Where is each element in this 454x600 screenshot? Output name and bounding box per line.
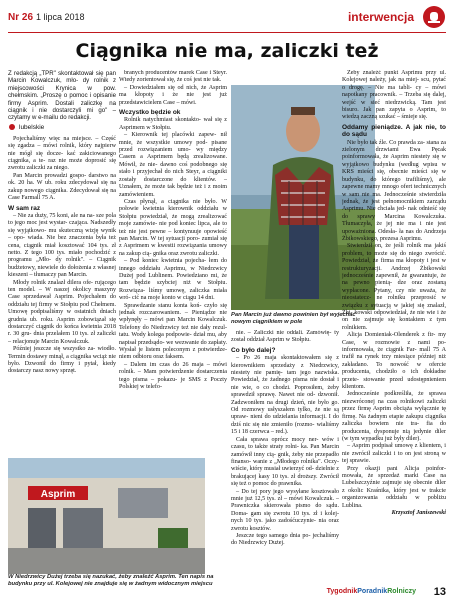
- intervention-logo-icon: [422, 5, 446, 29]
- paragraph: Przy okazji pani Alicja poinfor- mowała, że sprzedaż marki Case na Lubelszczyźnie zajmuje się obecnie diler z okolic Kraśnika, który jest w trakcie organizowania oddziału w pobliżu Lublina.: [342, 465, 446, 509]
- paragraph: Żeby znaleźć punkt Asprimu przy ul. Kolejowej należy, jak na miej- scu, pytać o drogę. – Nie ma tabli- cy – mówi napotkany pracownik. – Trzeba się dalej, wejść w sieć niedrzwicką. Tam jest bisuro. Jak pan zapyta o Asprim, to wiedzą zaczną szukać – śmieje się.: [342, 70, 446, 121]
- paragraph: – Dalem im czas do 26 maja – mówi rolnik. – Mam potwierdzenie dostarczenia tego pisma – pokazu- je SMS z Poczty Polskiej w telefo-: [119, 361, 227, 391]
- column-2: [119, 70, 227, 454]
- paragraph: Nie było tak źle. Co prawda za- stana za zielonym drzwiami Ewa Pęcak poinformowała, że Asprim niestety się w wyjątkowo budynku (według wpisu w KRS mieści się, obecnie mieści się w budynku, do którego trafiliśmy), ale zapewne mamy mnogo ofert technicznych w sam nie ma. Jednocześnie stwierdziła jednak, że jest pełnomocnikiem zarządu Asprimu. Nie chciała jed- nak odnieść się do sprawy Marcina Kowalczuka. Tłumaczyła, że jej nie ma i nie jest upoważniona. Odesła- ła nas do Andrzeja Żbikowskiego, prezesa Asprimu.: [342, 139, 446, 242]
- region-label: lubelskie: [19, 124, 45, 132]
- paragraph: Alicja Domieniak-Olenderek z fir- my Case, w rozmowie z nami po- informowała, że ciągnik Far- mall 75 A trafił na rynek trzy miesiące później niż zakładano. To nowość w ofercie producenta, chodziło o ich dokładne przete- stowanie przed udostępnieniem klientom.: [342, 332, 446, 391]
- paragraph: Jednocześnie podkreśliła, że sprawa niezwróconej na czas rolnikowi zaliczki przez firmę Asprim obciąża wyłącznie tę firmę. Na żadnym etapie zakupu ciągnika zaliczka bowiem nie tra- fia do producenta, dysponuje nią jedynie diler (w tym wypadku już były diler).: [342, 391, 446, 442]
- paragraph: Czas płynął, a ciągnika nie było. W połowie kwietnia kierownik oddziału w Stołpiu powiedział, że mogą zrealizować moje zamówie- nie pod koniec lipca, ale to też nie jest pewne – kontynuuje opowieść pan Marcin. W tej sytuacji poro- zumiał się z Asprimem w kwestii rozwiązania umowy na zakup cią- gnika oraz zwrotu zaliczki.: [119, 198, 227, 257]
- region-tag: [8, 124, 116, 132]
- paragraph: – Asprim podpisał umowę z klientem, i nie zwrócił zaliczki i to on jest stroną w tej sprawie.: [342, 443, 446, 465]
- page-number: 13: [433, 586, 446, 598]
- farmer-photo-caption: Pan Marcin już dawno powinien był wyjechać nowym ciągnikiem w pole: [231, 312, 356, 325]
- subheading: W sam raz: [8, 204, 41, 212]
- building-photo-image: [8, 458, 205, 574]
- author-signature: Krzysztof Janiszewski: [391, 509, 446, 516]
- column-1: [8, 70, 116, 454]
- paragraph: Pan Marcin prowadzi gospo- darstwo na ok. 20 ha. W ub. roku zdecydował się na zakup nowego ciągnika. Zdecydował się na Case Farmall 75 A.: [8, 172, 116, 202]
- paragraph: – Kierownik tej placówki zapew- nił mnie, że wszystkie umowy pod- pisane przed rozwiązaniem umo- wy między Casem a Asprimem będą zrealizowane. Mówił, że nie- dawno coś podobnego się stało i przyjechał do nich Steyr, a ciągniki zostały dostarczone do klientów. – Uznałem, że może tak będzie też i z moim zamówieniem.: [119, 132, 227, 198]
- paragraph: Później jeszcze się wszystko za- wiodło. Termin dostawy minął, a ciągnika wciąż nie było. Dzwonił do firmy i pytał, kiedy dostarczy nasz nowy sprzęt.: [8, 346, 116, 375]
- paragraph: Sprawdzanie stanu konta koń- czyło się jednak rozczarowaniem. – Pieniądze nie wpłynęły – mówi pan Marcin Kowalczuk. Telefony do Niedrzwicy też nie dały rezul- tatu. Wody kolega podpowie- dział mu, aby napisał przedsądo- we wezwanie do zapłaty. Wysłał je listem poleconym z potwierdze- niem odbioru oraz faksem.: [119, 302, 227, 361]
- paragraph: Pojechaliśmy więc na miejsce. – Część się zgadza – mówi rolnik, który najpierw nie mógł się docze- kać zakiciowanego ciągnika, a te- raz nie może doprosić się zwrotu zaliczki za niego.: [8, 135, 116, 172]
- issue-date: 1 lipca 2018: [36, 12, 85, 22]
- paragraph: – Do tej pory jego wysyłane kosztowało mnie już 12,5 tys. zł – mówi Kowalczuk. – Prawniczka skierowała pismo do sądu. Doma- gam się zwrotu 10 tys. zł i kolej- nych 10 tys. jako zadośćuczynie- nia oraz zwrotu kosztów.: [231, 488, 339, 532]
- sign-text: Asprim: [40, 489, 76, 500]
- article-title: Ciągnika nie ma, zaliczki też: [75, 40, 379, 62]
- paragraph: – Dowiedziałem się od nich, że Asprim ma kłopoty i że nie jest już przedstawicielem Case – mówi.: [119, 84, 227, 106]
- page-footer: [8, 586, 446, 600]
- paragraph: – Po 26 maja skontaktowałem się z kierownikiem sprzedaży z Niedrzwicy, niestety nie pamię- tam jego nazwiska. Powiedział, że żadnego pisma nie dostał i nie wie, o co chodzi. Poprosiłem, żeby sprawdził sprawę. Nawet nie od- dzwonił. Zadzwoniłem na drugi dzień, nie było go. Od rozmowy usłyszałem tylko, że nie są upraw- nieni do udzielania informacji. I do dziś nic się nie zmieniło (rozmo- wialiśmy 15 i 18 czerwca – red.).: [231, 355, 339, 436]
- paragraph: – Pod koniec kwietnia pojecha- łem do innego oddziału Asprimu, w Niedrzwicy Dużej pod Lublinem. Powiedziano mi, że tam będzie szybciej niż w Stołpiu. Rozwiąza- liśmy umowę, zaliczka miała wró- cić na moje konto w ciągu 14 dni.: [119, 258, 227, 302]
- building-photo: [8, 458, 205, 574]
- column-4: [342, 70, 446, 582]
- paragraph: Młody rolnik znalazł dilera ofe- rującego ten model. – W naszej okolicy maszyny Case sprzedawał Asprim. Pojechałem do oddziału tej firmy w Stołpiu pod Chełmem. Umowę podpisaliśmy w ostatnich dniach grudnia ub. roku. Asprim zobowiązał się dostarczyć ciągnik do końca kwietnia 2018 r. 30 gru- dnia przelałem 10 tys. zł zaliczki – relacjonuje Marcin Kowalczuk.: [8, 279, 116, 345]
- section-label: interwencja: [347, 10, 414, 24]
- issue-number: Nr 26: [8, 12, 34, 23]
- paragraph: Jeszcze tego samego dnia po- jechaliśmy do Niedrzwicy Dużej.: [231, 532, 339, 547]
- subheading: Oddamy pieniądze. A jak nie, to do sądu: [342, 123, 446, 139]
- building-photo-caption: W Niedrzwicy Dużej trzeba się nazukać, żeby znaleźć Asprim. Ten napis na budynku przy ul. Kolejowej nie znajduje się w żadnym widocznym miejscu: [8, 574, 214, 587]
- paragraph: Cała sprawa oprócz mocy ner- wów i czasu, to także straty rolni- ka. Pan Marcin zamówił inny cią- gnik, żeby nie przepadło finanso- wanie z „Młodego rolnika". Oczy- wiście, który musiał uwierzyć od- dzielnie z brakującej kasy 10 tys. zł droższy. Zwrócił się też o pomoc do prawnika.: [231, 436, 339, 488]
- lead-paragraph: Z redakcją „TPR" skontaktował się pan Marcin Kowalczuk, mło- dy rolnik z miejscowości Krynica w pow. chełmskim. „Proszę o pomoc i opisanie firmy Asprim. Dostali zaliczkę na ciągnik i nie dostarczyli mi go" – czytamy w e-mailu do redakcji.: [8, 70, 116, 122]
- subheading: Wczystko będzie ok: [119, 109, 181, 117]
- publication-name: TygodnikPoradnikRolniczy: [326, 588, 416, 595]
- paragraph: nie. – Zaliczki nie oddali. Zamówię- ty został oddział Asprim w Stołpiu.: [231, 330, 339, 344]
- header-rule: [8, 32, 446, 33]
- page-header: [0, 0, 454, 36]
- subheading: Co było dalej?: [231, 346, 276, 354]
- paragraph: branych producentów marek Case i Steyr. Wtedy zorientował się, że coś jest nie tak.: [119, 70, 227, 84]
- paragraph: – Nie za duży, 75 koni, ale na na- sze pola to jego moc jest wystar- czająca. Nadszedły się wyjątkowo- mu skuteczną wizję wynik – opo- wiada. Nie bez znaczenia była też cena, ciągnik miał kosztować 104 tys. zł netto. Z tego 100 tys. miało pochodzić z programu „Mło- dy rolnik". – Ciągnik budżetowy, niewiele do dołożenia z własnej kieszeni – tłumaczy pan Marcin.: [8, 212, 116, 279]
- column-3: [231, 330, 339, 580]
- paragraph: Stwierdził on, że jeśli rolnik ma jakiś problem, to może się do niego zwrócić. Powiedział, że firma ma kłopoty i jest w restrukturyzacji. Andrzej Żbikowski jednocześnie zapewnił, że gwarantuje, że na pewno pienią- dze oraz zostaną wypłacone. Pytany, czy nie uważa, że nieostatecz- ne rolniku przeprosić w związku z sytuacją w jakiej się znalazł, Żbi- kowski odpowiedział, że nie wie i że on nie zajmuje się kontaktem z tym rolnikiem.: [342, 243, 446, 331]
- region-pin-icon: [8, 124, 16, 132]
- paragraph: Rolnik natychmiast skontakto- wał się z Asprimem w Stołpiu.: [119, 117, 227, 131]
